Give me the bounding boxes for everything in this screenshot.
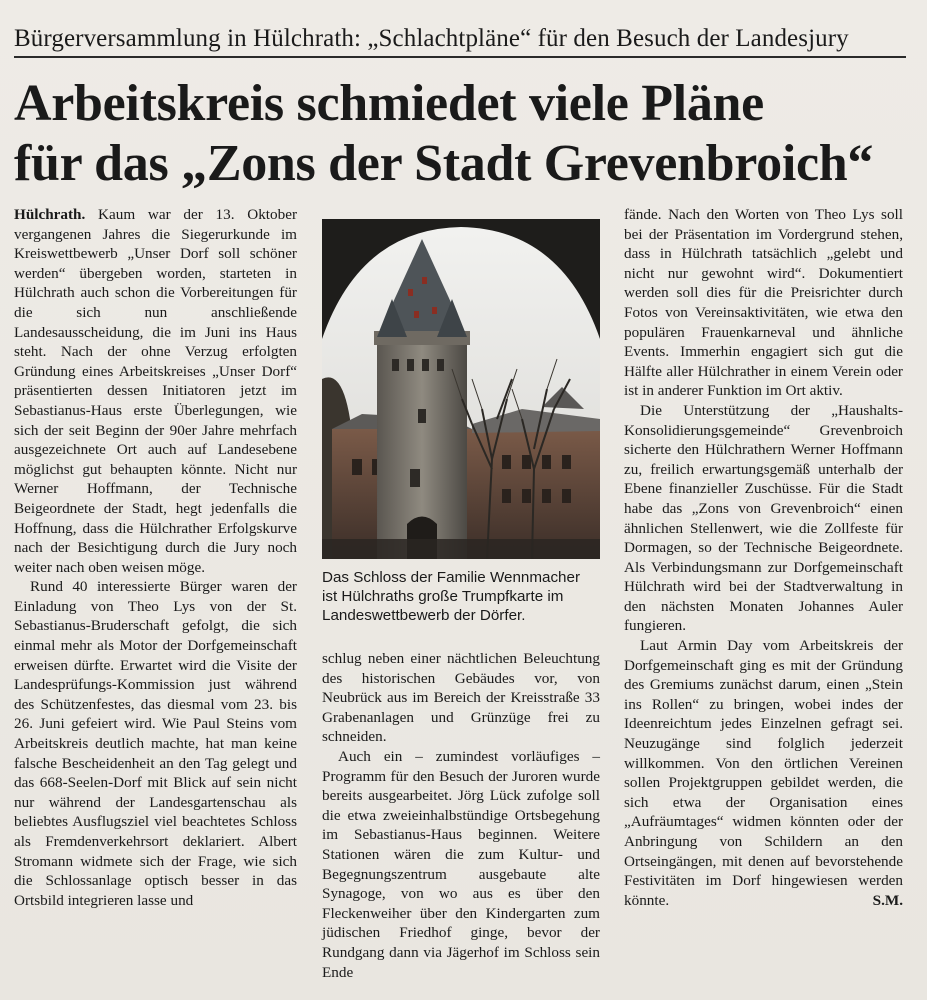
- kicker-rule: [14, 56, 906, 58]
- paragraph-text: Laut Armin Day vom Arbeitskreis der Dorfgemeinschaft ging es mit der Gründung des Gremiums zunächst darum, einen „Stein ins Rollen“ zu bringen, wobei indes der Ideenreichtum jedes Einzelnen gefragt sei. Neuzugänge sind folglich jederzeit willkommen. Von den örtlichen Vereinen sollen Projektgruppen gebildet werden, die sich etwa der Organisation eines „Aufräumtages“ widmen könnten oder der Anbringung von Schildern an den Ortseingängen, mit denen auf bevorstehende Festivitäten im Dorf hingewiesen werden könnte.: [624, 637, 903, 909]
- paragraph: Die Unterstützung der „Haushalts-Konsolidierungsgemeinde“ Grevenbroich sicherte den Hülchrathern Werner Hoffmann zu, freilich erwartungsgemäß unterhalb der Ebene finanzieller Zuschüsse. Für die Stadt habe das „Zons von Grevenbroich“ einen ähnlichen Stellenwert, wie die Zollfeste für Dormagen, so der Technische Beigeordnete. Als Verbindungsmann zur Dorfgemeinschaft Hülchrath wird bei der Stadtverwaltung in den nächsten Monaten Johannes Auler fungieren.: [624, 401, 903, 635]
- caption-line: Das Schloss der Familie Wennmacher: [322, 569, 581, 586]
- column-2: [322, 649, 600, 982]
- castle-photo: [322, 219, 600, 559]
- column-1: [14, 205, 297, 910]
- headline: [14, 74, 914, 194]
- dateline: Hülchrath.: [14, 206, 86, 223]
- castle-photo-illustration: [322, 219, 600, 559]
- paragraph: [14, 205, 297, 577]
- kicker: Bürgerversammlung in Hülchrath: „Schlachtpläne“ für den Besuch der Landesjury: [14, 25, 849, 52]
- headline-line-2: für das „Zons der Stadt Grevenbroich“: [14, 135, 874, 192]
- column-3: [624, 205, 903, 910]
- paragraph: [624, 636, 903, 910]
- caption-line: Landeswettbewerb der Dörfer.: [322, 607, 526, 624]
- caption-line: ist Hülchraths große Trumpfkarte im: [322, 588, 564, 605]
- paragraph-text: Kaum war der 13. Oktober vergangenen Jahres die Siegerurkunde im Kreiswettbewerb „Unser Dorf soll schöner werden“ übergeben worden, starteten in Hülchrath auch schon die Vorbereitungen für die sich nun anschließende Landesausscheidung, die im Juni ins Haus steht. Nach der ohne Verzug erfolgten Gründung eines Arbeitskreises „Unser Dorf“ präsentierten dessen Initiatoren jetzt im Sebastianus-Haus erste Überlegungen, wie sich der seit Beginn der 90er Jahre mehrfach ausgezeichnete Ort auch auf Landesebene möglichst gut behaupten könnte. Nicht nur Werner Hoffmann, der Technische Beigeordnete der Stadt, hegt jedenfalls die Hoffnung, dass die Hülchrather Erfolgskurve nach der Besichtigung durch die Jury noch weiter nach oben weisen möge.: [14, 206, 297, 576]
- bleed-through-text: [600, 250, 606, 276]
- author-initials: S.M.: [872, 891, 903, 909]
- paragraph: fände. Nach den Worten von Theo Lys soll bei der Präsentation im Vordergrund stehen, dass in Hülchrath tatsächlich „gelebt und nicht nur gewohnt wird“. Dokumentiert werden soll dies für die Preisrichter durch Fotos von Vereinsaktivitäten, wie etwa den populären Frauenkarneval und ähnliche Events. Immerhin engagiert sich gut die Hälfte aller Hülchrather in einem Verein oder ist in anderer Funktion im Ort aktiv.: [624, 206, 903, 400]
- paragraph: schlug neben einer nächtlichen Beleuchtung des historischen Gebäudes vor, von Neubrück aus im Bereich der Kreisstraße 33 Grabenanlagen und Grünzüge frei zu schneiden.: [322, 650, 600, 746]
- paragraph: Rund 40 interessierte Bürger waren der Einladung von Theo Lys von der St. Sebastianus-Bruderschaft gefolgt, die sich einmal mehr als Motor der Dorfgemeinschaft erweisen dürfte. Erwartet wird die Visite der Landesprüfungs-Kommission just während des Schützenfestes, das diesmal vom 23. bis 26. Juni gefeiert wird. Wie Paul Steins vom Arbeitskreis deutlich machte, hat man keine falsche Bescheidenheit an den Tag gelegt und das 668-Seelen-Dorf mit Blick auf sein nicht nur während der Landesgartenschau als beliebtes Ausflugsziel viel beachtetes Schloss als Fremdenverkehrsort deklariert. Albert Stromann widmete sich der Frage, wie sich die Schlossanlage optisch besser in das Ortsbild integrieren lasse und: [14, 578, 297, 909]
- paragraph: Auch ein – zumindest vorläufiges – Programm für den Besuch der Juroren wurde bereits ausgearbeitet. Jörg Lück zufolge soll die etwa zweieinhalbstündige Ortsbegehung im Sebastianus-Haus beginnen. Weitere Stationen wären die zum Kultur- und Begegnungszentrum ausgebaute alte Synagoge, von wo aus es über den Fleckenweiher über den Kindergarten zum jüdischen Friedhof ginge, bevor der Rundgang dann via Jägerhof im Schloss sein Ende: [322, 747, 600, 981]
- headline-line-1: Arbeitskreis schmiedet viele Pläne: [14, 75, 764, 132]
- photo-caption: [322, 568, 602, 625]
